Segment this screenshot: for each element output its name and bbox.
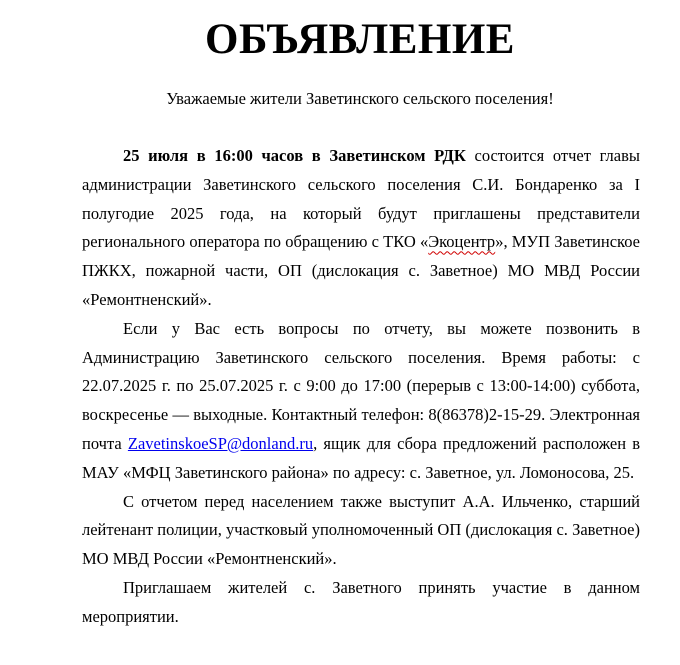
spellcheck-word: Экоцентр	[428, 232, 496, 252]
email-link[interactable]: ZavetinskoeSP@donland.ru	[127, 433, 314, 453]
paragraph-invitation: Приглашаем жителей с. Заветного принять участие в данном мероприятии.	[82, 577, 640, 626]
paragraph-contact-info	[82, 315, 640, 488]
paragraph-text: состоится отчет главы администрации Заветинского сельского поселения С.И. Бондаренко за I полугодие 2025 года, на который будут приглашены представители регионального оператора по обращению с ТКО «	[82, 146, 640, 252]
paragraph-text: Если у Вас есть вопросы по отчету, вы можете позвонить в Администрацию Заветинского сельского поселения. Время работы: с 22.07.2025 г. по 25.07.2025 г. с 9:00 до 17:00 (перерыв с 13:00-14:00) суббота, воскресенье — выходные. Контактный телефон: 8(86378)2-15-29. Электронная почта	[82, 318, 640, 453]
event-date-location: 25 июля в 16:00 часов в Заветинском РДК	[123, 146, 466, 165]
paragraph-text: », МУП Заветинское ПЖКХ, пожарной части, ОП (дислокация с. Заветное) МО МВД России «Ремонтненский».	[82, 232, 640, 309]
page-title: ОБЪЯВЛЕНИЕ	[205, 16, 515, 63]
announcement-body	[82, 142, 640, 632]
greeting-line: Уважаемые жители Заветинского сельского поселения!	[166, 89, 554, 108]
paragraph-report-announcement	[82, 142, 640, 315]
paragraph-police-speaker: С отчетом перед населением также выступит А.А. Ильченко, старший лейтенант полиции, участковый уполномоченный ОП (дислокация с. Заветное) МО МВД России «Ремонтненский».	[82, 491, 640, 569]
paragraph-text: , ящик для сбора предложений расположен в МАУ «МФЦ Заветинского района» по адресу: с. Заветное, ул. Ломоносова, 25.	[82, 433, 641, 482]
